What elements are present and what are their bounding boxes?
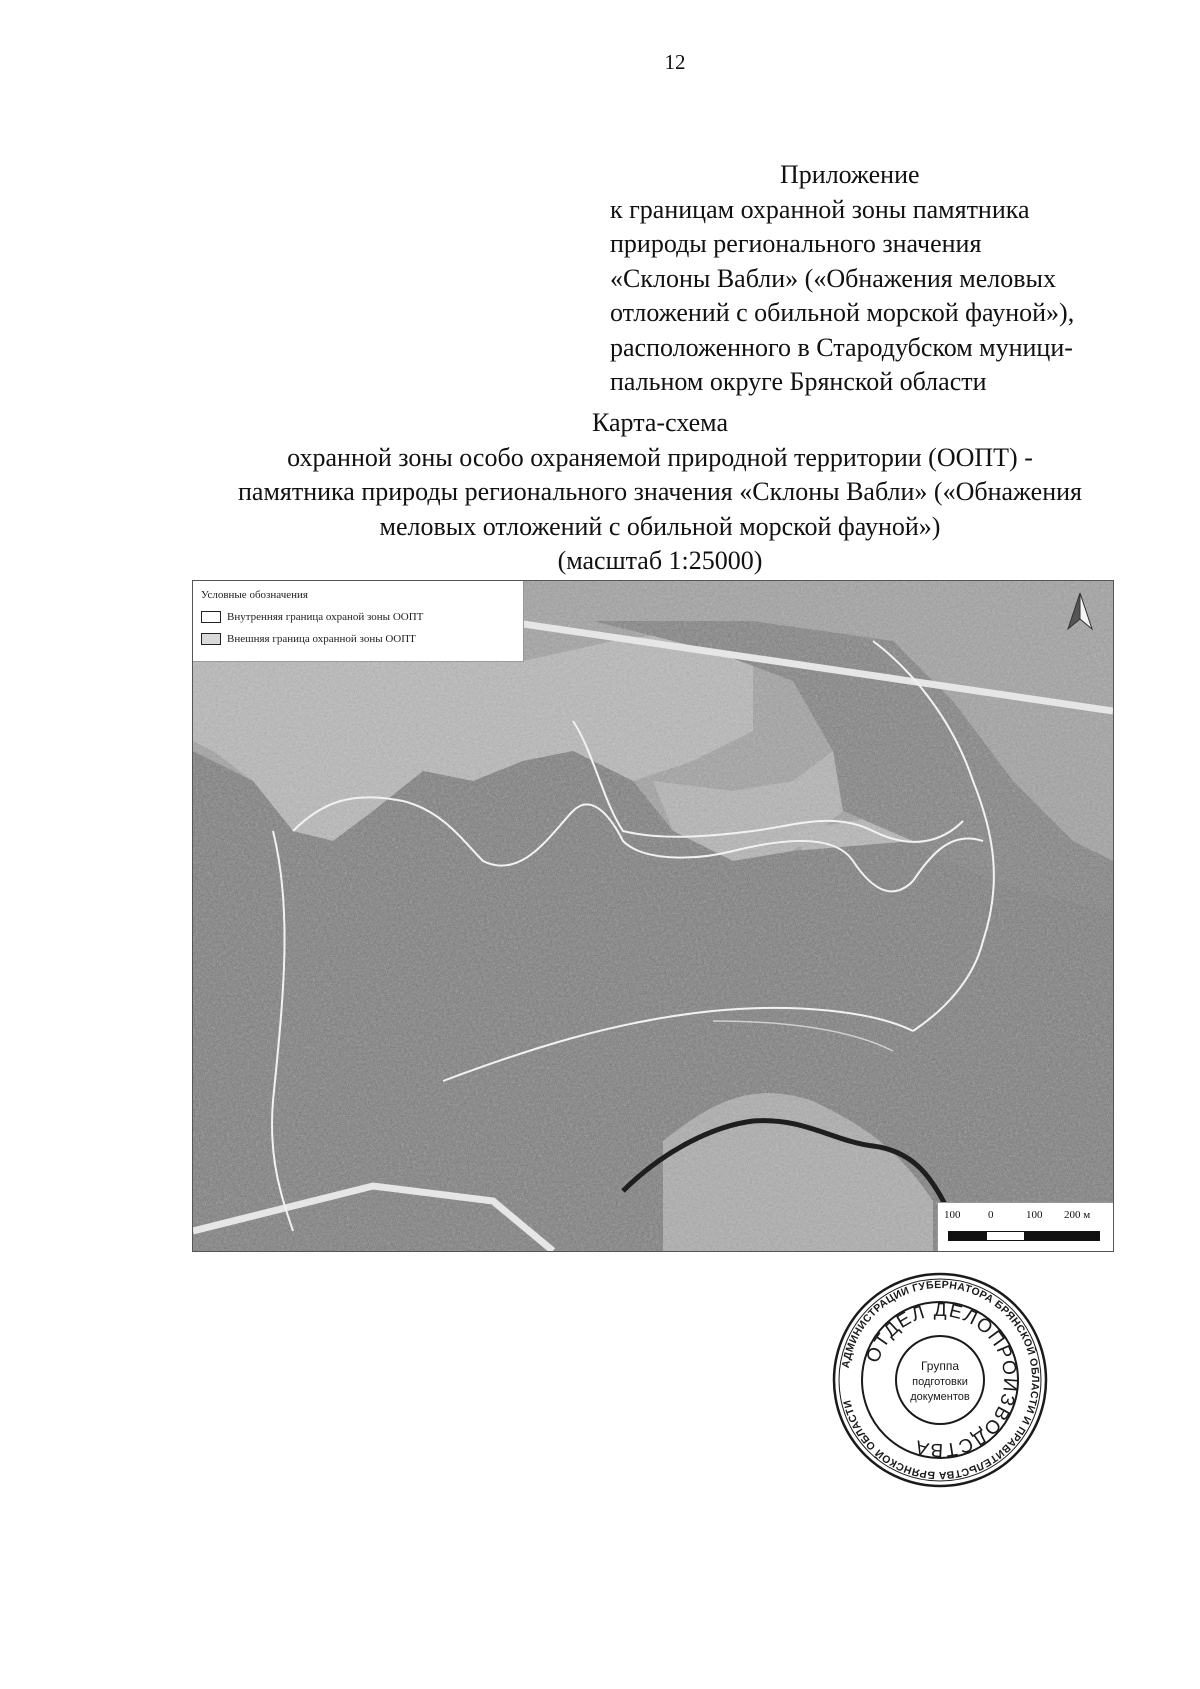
- map-scheme: [192, 580, 1114, 1252]
- scale-bar-graphic: [948, 1231, 1100, 1241]
- appendix-line: природы регионального значения: [610, 229, 982, 258]
- legend-swatch: [201, 633, 221, 645]
- appendix-heading: Приложение: [780, 160, 920, 189]
- map-scale-label: (масштаб 1:25000): [557, 546, 763, 575]
- legend-label: Внешняя граница охранной зоны ООПТ: [227, 633, 416, 645]
- appendix-line: пальном округе Брянской области: [610, 367, 987, 396]
- legend-title: Условные обозначения: [201, 589, 308, 601]
- page-number: 12: [664, 50, 686, 74]
- aerial-image: [193, 581, 1113, 1251]
- legend-item: [201, 611, 423, 623]
- north-arrow-icon: [1065, 591, 1095, 631]
- map-title-line: памятника природы регионального значения «Склоны Вабли» («Обнажения: [237, 477, 1082, 506]
- official-seal: [830, 1270, 1050, 1490]
- seal-center-line: подготовки: [912, 1376, 968, 1388]
- scale-tick: 0: [988, 1209, 994, 1221]
- seal-outer-text: АДМИНИСТРАЦИИ ГУБЕРНАТОРА БРЯНСКОЙ ОБЛАСТИ И ПРАВИТЕЛЬСТВА БРЯНСКОЙ ОБЛАСТИ: [839, 1278, 1042, 1482]
- appendix-line: «Склоны Вабли» («Обнажения меловых: [610, 263, 1056, 293]
- map-title-line: меловых отложений с обильной морской фауной»): [379, 511, 941, 541]
- appendix-line: расположенного в Стародубском муници-: [610, 332, 1073, 362]
- seal-center-line: документов: [910, 1391, 970, 1403]
- scale-tick: 100: [944, 1209, 961, 1221]
- appendix-block: [610, 158, 1130, 400]
- appendix-line: к границам охранной зоны памятника: [610, 194, 1030, 224]
- map-title-line: охранной зоны особо охраняемой природной территории (ООПТ) -: [287, 442, 1033, 472]
- legend-swatch: [201, 611, 221, 623]
- map-title-block: [130, 406, 1190, 579]
- legend-item: [201, 633, 416, 645]
- appendix-line: отложений с обильной морской фауной»),: [610, 298, 1075, 327]
- legend-label: Внутренняя граница охраной зоны ООПТ: [227, 611, 424, 623]
- scale-bar: [937, 1202, 1113, 1251]
- seal-middle-text: ОТДЕЛ ДЕЛОПРОИЗВОДСТВА: [862, 1299, 1021, 1461]
- map-title: Карта-схема: [592, 408, 728, 437]
- scale-tick: 100: [1026, 1209, 1043, 1221]
- seal-center-line: Группа: [920, 1359, 960, 1373]
- scale-tick: 200 м: [1064, 1209, 1091, 1221]
- map-legend: [193, 581, 524, 662]
